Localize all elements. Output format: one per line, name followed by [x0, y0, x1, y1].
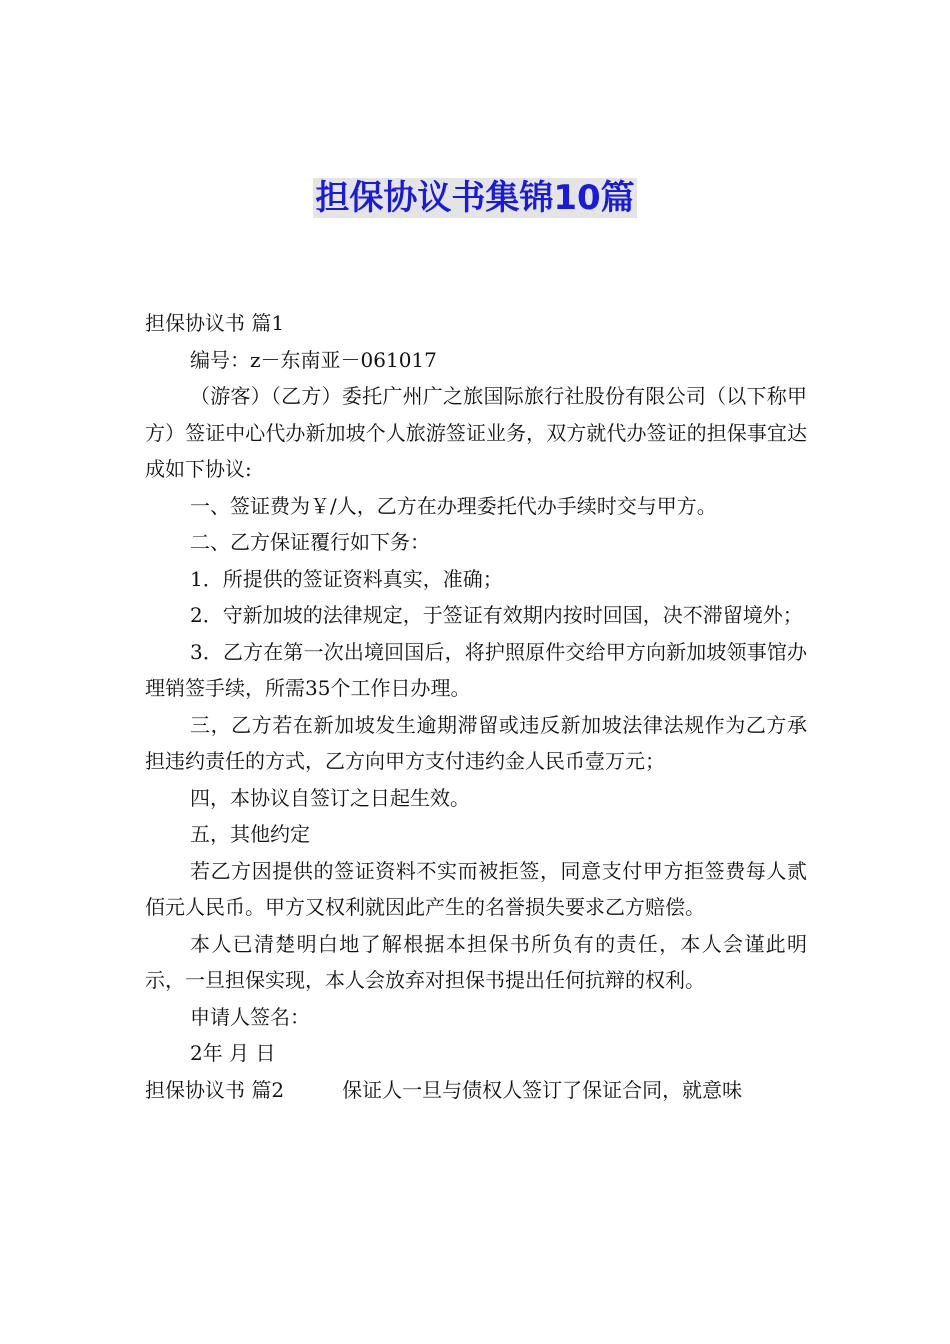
clause-4: 四，本协议自签订之日起生效。 — [190, 785, 470, 810]
signature-label: 申请人签名： — [190, 1004, 310, 1029]
document-title — [0, 172, 950, 224]
clause-1: 一、签证费为￥/人，乙方在办理委托代办手续时交与甲方。 — [190, 493, 717, 518]
date-line: 2年 月 日 — [190, 1041, 276, 1065]
list-item-1: 1．所提供的签证资料真实，准确； — [190, 566, 503, 591]
clause-5-text: 若乙方因提供的签证资料不实而被拒签，同意支付甲方拒签费每人贰佰元人民币。甲方又权利就因此产生的名誉损失要求乙方赔偿。 — [145, 858, 807, 919]
clause-3: 三，乙方若在新加坡发生逾期滞留或违反新加坡法律法规作为乙方承担违约责任的方式，乙方向甲方支付违约金人民币壹万元； — [145, 712, 807, 773]
clause-5: 五，其他约定 — [190, 822, 310, 846]
document-body — [145, 305, 807, 1108]
document-title-text: 担保协议书集锦10篇 — [315, 178, 635, 218]
declaration-paragraph: 本人已清楚明白地了解根据本担保书所负有的责任，本人会谨此明示，一旦担保实现，本人会放弃对担保书提出任何抗辩的权利。 — [145, 931, 807, 992]
clause-2: 二、乙方保证覆行如下务： — [190, 530, 430, 554]
section-2-text: 保证人一旦与债权人签订了保证合同，就意味 — [342, 1077, 743, 1102]
section-2-line — [145, 1072, 807, 1109]
number-line: 编号：z－东南亚－061017 — [190, 347, 437, 372]
section-2-heading: 担保协议书 篇2 — [145, 1077, 285, 1102]
list-item-2: 2．守新加坡的法律规定，于签证有效期内按时回国，决不滞留境外； — [190, 603, 803, 627]
list-item-3: 3．乙方在第一次出境回国后，将护照原件交给甲方向新加坡领事馆办理销签手续，所需35个工作日办理。 — [145, 639, 807, 700]
intro-paragraph: （游客）（乙方）委托广州广之旅国际旅行社股份有限公司（以下称甲方）签证中心代办新加坡个人旅游签证业务，双方就代办签证的担保事宜达成如下协议: — [145, 384, 807, 481]
section-heading: 担保协议书 篇1 — [145, 311, 285, 335]
